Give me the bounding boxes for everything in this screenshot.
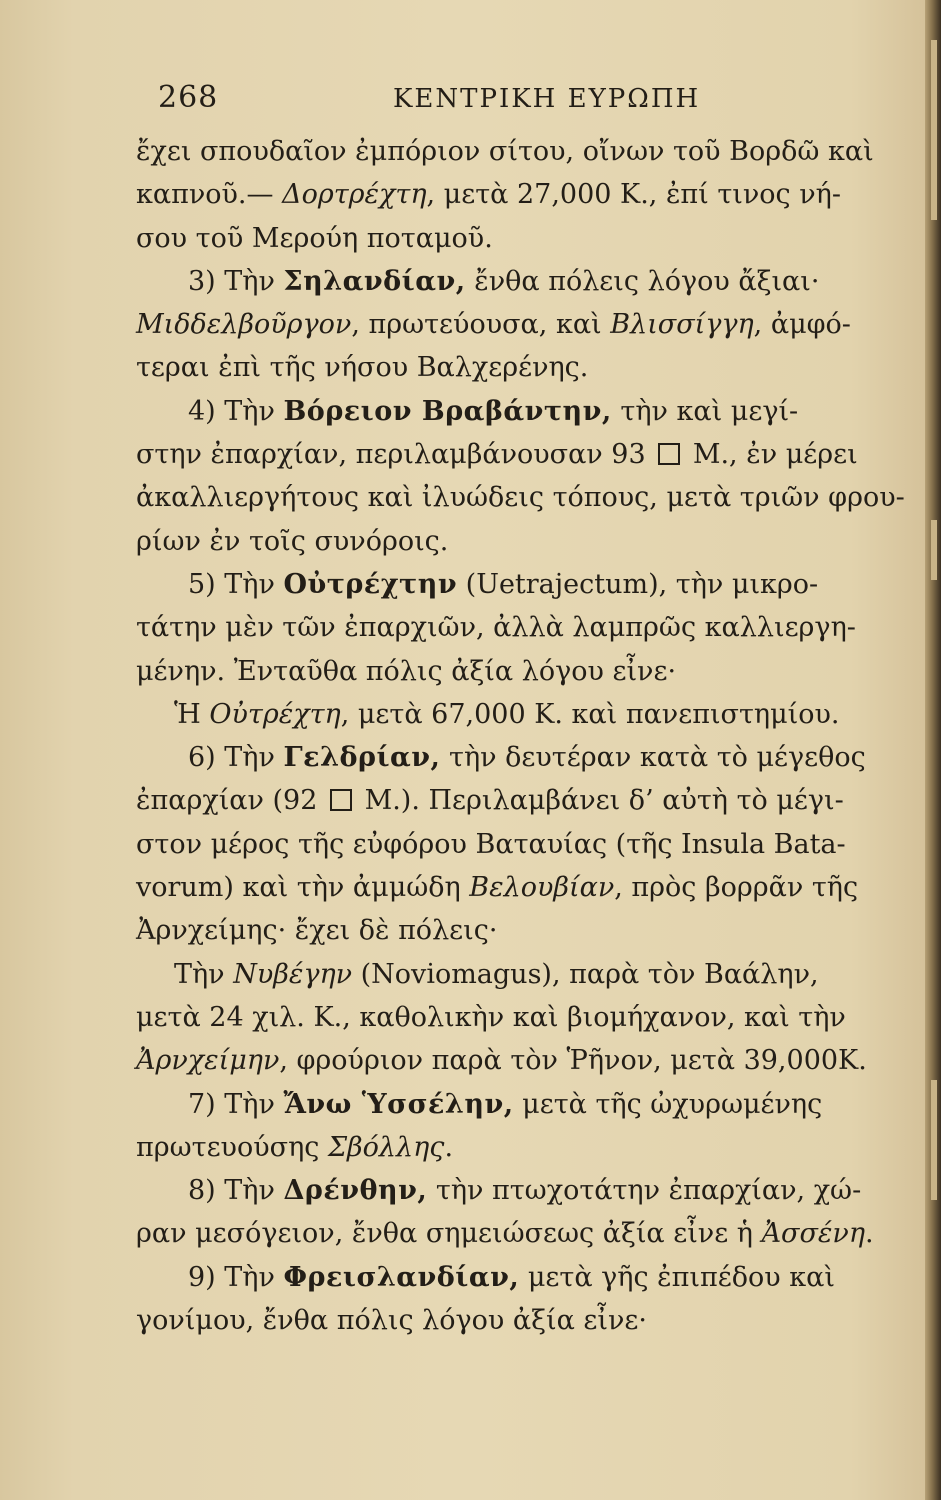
- running-title: ΚΕΝΤΡΙΚΗ ΕΥΡΩΠΗ: [393, 84, 701, 114]
- text-run: Ἡ: [174, 698, 210, 730]
- province-name: Ἄνω Ὑσσέλην,: [283, 1088, 514, 1120]
- text-line: [136, 1083, 884, 1126]
- text-line: [136, 217, 884, 260]
- text-run: μένην. Ἐνταῦθα πόλις ἀξία λόγου εἶνε·: [136, 655, 677, 687]
- page-number: 268: [158, 80, 219, 115]
- text-line: [136, 736, 884, 779]
- province-name: Δρένθην,: [283, 1175, 428, 1207]
- text-run: Μ.). Περιλαμβάνει δ’ αὐτὴ τὸ μέγι-: [356, 785, 844, 817]
- text-line: [136, 1169, 884, 1212]
- text-line: [136, 1256, 884, 1299]
- province-name: Βόρειον Βραβάντην,: [283, 395, 612, 427]
- text-run: 5) Τὴν: [188, 568, 284, 600]
- place-name: Ἀρνχείμην: [136, 1045, 280, 1077]
- text-line: [136, 996, 884, 1039]
- text-run: ρίων ἐν τοῖς συνόροις.: [136, 525, 449, 557]
- text-run: .: [444, 1131, 454, 1163]
- text-run: ἔνθα πόλεις λόγου ἄξιαι·: [465, 265, 820, 297]
- text-run: .: [865, 1218, 874, 1250]
- text-line: [136, 693, 884, 736]
- text-run: πρωτευούσης: [136, 1131, 328, 1163]
- text-run: (Uetrajectum), τὴν μικρο-: [457, 568, 819, 600]
- text-run: 8) Τὴν: [188, 1175, 284, 1207]
- page-header: [158, 80, 808, 120]
- province-name: Φρεισλανδίαν,: [283, 1261, 520, 1293]
- edge-mark: [931, 40, 937, 220]
- text-line: [136, 1126, 884, 1169]
- text-run: Ἀρνχείμης· ἔχει δὲ πόλεις·: [136, 915, 498, 947]
- province-name: Οὐτρέχτην: [283, 568, 458, 600]
- text-run: ἀκαλλιεργήτους καὶ ἰλυώδεις τόπους, μετὰ τριῶν φρου-: [136, 482, 905, 514]
- text-run: , πρωτεύουσα, καὶ: [351, 309, 611, 341]
- page-edge: [925, 0, 941, 1500]
- text-run: τὴν καὶ μεγί-: [611, 395, 799, 427]
- text-run: 4) Τὴν: [188, 395, 284, 427]
- text-line: [136, 520, 884, 563]
- text-run: Μ., ἐν μέρει: [684, 439, 858, 471]
- square-mile-symbol: [330, 789, 352, 811]
- text-line: [136, 823, 884, 866]
- text-run: μετὰ γῆς ἐπιπέδου καὶ: [519, 1261, 835, 1293]
- text-run: 9) Τὴν: [188, 1261, 284, 1293]
- place-name: Οὐτρέχτη: [209, 698, 341, 730]
- text-run: γονίμου, ἔνθα πόλις λόγου ἀξία εἶνε·: [136, 1305, 647, 1337]
- place-name: Βλισσίγγη: [610, 309, 754, 341]
- text-run: μετὰ τῆς ὠχυρωμένης: [513, 1088, 823, 1120]
- province-name: Σηλανδίαν,: [283, 265, 466, 297]
- province-name: Γελδρίαν,: [283, 742, 441, 774]
- text-run: 6) Τὴν: [188, 742, 284, 774]
- text-line: [136, 303, 884, 346]
- text-line: [136, 866, 884, 909]
- text-line: [136, 346, 884, 389]
- text-run: , μετὰ 27,000 Κ., ἐπί τινος νή-: [426, 179, 841, 211]
- text-run: μετὰ 24 χιλ. Κ., καθολικὴν καὶ βιομήχανον, καὶ τὴν: [136, 1001, 846, 1033]
- text-run: τεραι ἐπὶ τῆς νήσου Βαλχερένης.: [136, 352, 589, 384]
- text-line: [136, 779, 884, 822]
- text-run: στην ἐπαρχίαν, περιλαμβάνουσαν 93: [136, 439, 655, 471]
- place-name: Βελουβίαν: [469, 872, 615, 904]
- text-run: , μετὰ 67,000 Κ. καὶ πανεπιστημίου.: [340, 698, 840, 730]
- text-line: [136, 909, 884, 952]
- place-name: Δορτρέχτη: [282, 179, 427, 211]
- text-run: , φρούριον παρὰ τὸν Ῥῆνον, μετὰ 39,000Κ.: [279, 1045, 867, 1077]
- text-line: [136, 130, 884, 173]
- text-run: τὴν δευτέραν κατὰ τὸ μέγεθος: [440, 742, 866, 774]
- text-run: τάτην μὲν τῶν ἐπαρχιῶν, ἀλλὰ λαμπρῶς καλλιεργη-: [136, 612, 856, 644]
- text-line: [136, 563, 884, 606]
- edge-mark: [931, 520, 937, 580]
- text-line: [136, 1212, 884, 1255]
- body-text: [136, 130, 905, 1342]
- text-run: στον μέρος τῆς εὐφόρου Βαταυίας (τῆς Insula Bata-: [136, 828, 846, 860]
- text-run: ἔχει σπουδαῖον ἐμπόριον σίτου, οἴνων τοῦ Βορδῶ καὶ: [136, 136, 874, 167]
- place-name: Μιδδελβοῦργον: [136, 309, 352, 341]
- text-run: vorum) καὶ τὴν ἀμμώδη: [136, 872, 470, 904]
- square-mile-symbol: [658, 443, 680, 465]
- text-line: [136, 1299, 884, 1342]
- text-line: [136, 260, 884, 303]
- place-name: Σβόλλης: [327, 1131, 445, 1163]
- place-name: Νυβέγην: [233, 958, 353, 990]
- text-line: [136, 173, 884, 216]
- text-line: [136, 606, 884, 649]
- text-run: ραν μεσόγειον, ἔνθα σημειώσεως ἀξία εἶνε ἡ: [136, 1218, 762, 1250]
- edge-mark: [931, 1080, 937, 1200]
- text-run: τὴν πτωχοτάτην ἐπαρχίαν, χώ-: [427, 1175, 862, 1207]
- place-name: Ἀσσένη: [761, 1218, 866, 1250]
- text-run: Τὴν: [174, 958, 234, 990]
- text-line: [136, 476, 905, 519]
- text-run: (Noviomagus), παρὰ τὸν Βαάλην,: [352, 958, 819, 990]
- text-run: 7) Τὴν: [188, 1088, 284, 1120]
- text-line: [136, 1039, 884, 1082]
- text-run: καπνοῦ.—: [136, 179, 283, 211]
- text-line: [136, 390, 884, 433]
- text-line: [136, 953, 884, 996]
- text-run: 3) Τὴν: [188, 265, 284, 297]
- text-run: , ἀμφό-: [753, 309, 851, 341]
- text-line: [136, 433, 884, 476]
- text-run: σου τοῦ Μερούη ποταμοῦ.: [136, 222, 493, 254]
- text-run: ἐπαρχίαν (92: [136, 785, 326, 817]
- text-run: , πρὸς βορρᾶν τῆς: [614, 872, 859, 904]
- text-line: [136, 650, 884, 693]
